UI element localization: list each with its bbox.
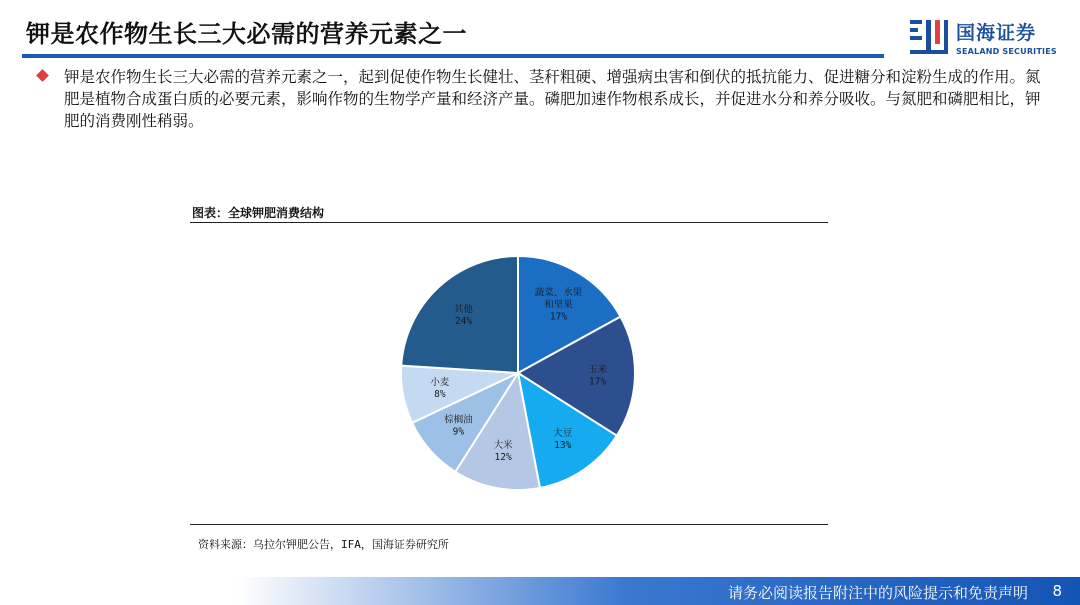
- pie-slice-percent: 8%: [434, 388, 446, 400]
- body-paragraph: 钾是农作物生长三大必需的营养元素之一，起到促使作物生长健壮、茎秆粗硬、增强病虫害和倒伏的抵抗能力、促进糖分和淀粉生成的作用。氮肥是植物合成蛋白质的必要元素，影响作物的生物学产量和经济产量。磷肥加速作物根系成长，并促进水分和养分吸收。与氮肥和磷肥相比，钾肥的消费刚性稍弱。: [64, 68, 1041, 130]
- figure-title: 图表：全球钾肥消费结构: [192, 206, 325, 220]
- pie-slice-percent: 13%: [554, 439, 572, 451]
- pie-slice-percent: 9%: [452, 426, 465, 438]
- pie-slice-percent: 17%: [588, 376, 607, 388]
- footer-disclaimer: 请务必阅读报告附注中的风险提示和免责声明: [727, 584, 1028, 602]
- figure-bottom-rule: [190, 524, 828, 525]
- logo-name-en: SEALAND SECURITIES: [956, 47, 1057, 56]
- page-title: 钾是农作物生长三大必需的营养元素之一: [26, 20, 467, 48]
- pie-slice-percent: 17%: [549, 311, 568, 323]
- logo-name-cn: 国海证券: [956, 22, 1037, 44]
- pie-slice-percent: 24%: [454, 316, 473, 328]
- pie-slice-label: [553, 427, 573, 451]
- pie-slice-label: [494, 439, 514, 463]
- pie-slice-name: 玉米: [588, 364, 608, 376]
- pie-slice-name: 和坚果: [544, 299, 573, 311]
- pie-slice-name: 小麦: [430, 376, 450, 388]
- pie-slice-name: 大米: [493, 440, 513, 452]
- pie-slice-name: 蔬菜、水果: [534, 287, 583, 299]
- page-number: 8: [1052, 582, 1062, 600]
- pie-slice-percent: 12%: [494, 452, 512, 464]
- pie-slice-name: 其他: [454, 304, 474, 316]
- pie-slice-label: [454, 303, 474, 327]
- pie-slice-name: 大豆: [553, 427, 573, 439]
- pie-slice-name: 棕榈油: [444, 414, 473, 426]
- pie-slice-label: [588, 363, 608, 387]
- figure-source: 资料来源：乌拉尔钾肥公告，IFA，国海证券研究所: [198, 538, 449, 551]
